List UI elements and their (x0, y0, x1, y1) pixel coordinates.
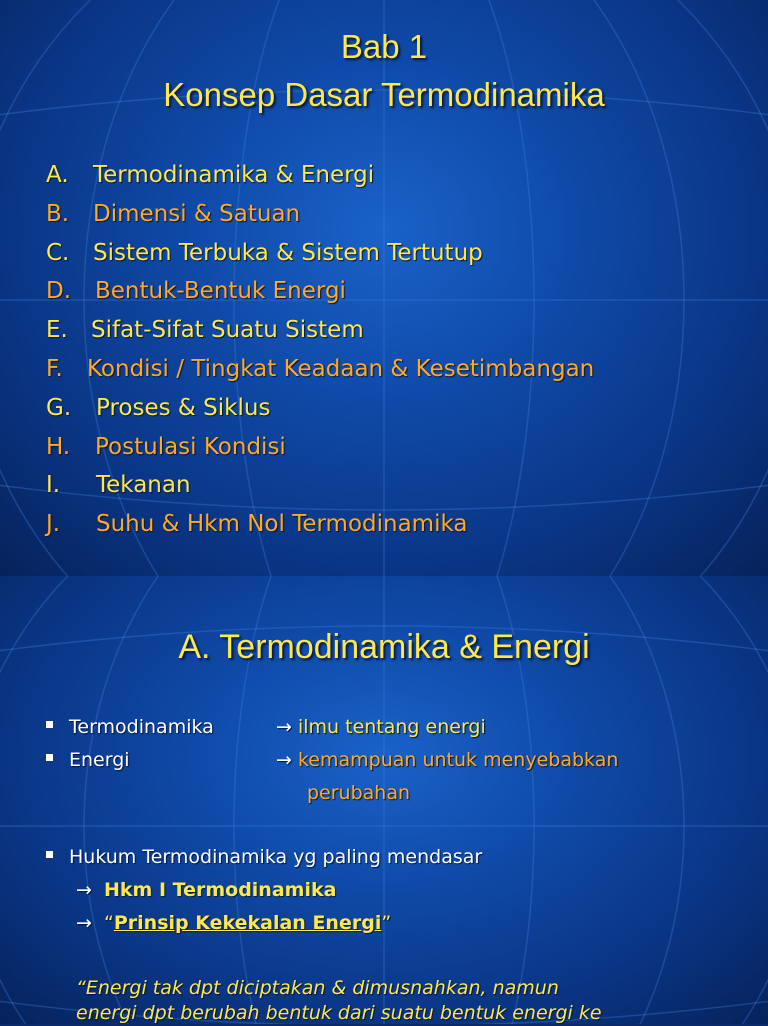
right-arrow-icon: → (76, 912, 92, 934)
toc-letter: H. (46, 433, 71, 460)
toc-letter: C. (46, 239, 70, 266)
definition-energi (46, 749, 130, 771)
hukum-bullet (46, 846, 482, 868)
toc-letter: F. (46, 355, 63, 382)
toc-text: Suhu & Hkm Nol Termodinamika (96, 511, 468, 538)
toc-text: Sifat-Sifat Suatu Sistem (91, 317, 364, 344)
term-label: Termodinamika (69, 716, 214, 738)
toc-text: Kondisi / Tingkat Keadaan & Kesetimbangan (87, 355, 595, 382)
definition-meaning-2 (276, 749, 618, 771)
toc-letter: B. (46, 200, 70, 227)
chapter-title: Konsep Dasar Termodinamika (163, 76, 605, 113)
toc-item-g (46, 389, 594, 428)
toc-item-b (46, 195, 594, 234)
toc-item-i (46, 466, 594, 505)
toc-letter: I. (46, 472, 61, 499)
toc-letter: D. (46, 278, 72, 305)
meaning-text-continuation: perubahan (307, 782, 411, 804)
toc-text: Postulasi Kondisi (95, 433, 286, 460)
definition-meaning-1 (276, 716, 486, 738)
toc-text: Proses & Siklus (96, 394, 271, 421)
hukum-principle-line (76, 912, 391, 934)
toc-text: Tekanan (96, 472, 191, 499)
square-bullet-icon (46, 851, 53, 858)
quote-line-2: energi dpt berubah bentuk dari suatu bentuk energi ke (76, 1002, 602, 1024)
toc-item-a (46, 156, 594, 195)
chapter-number: Bab 1 (340, 28, 428, 65)
toc-item-d (46, 272, 594, 311)
toc-text: Bentuk-Bentuk Energi (95, 278, 346, 305)
meaning-text: kemampuan untuk menyebabkan (297, 749, 619, 771)
energy-quote (76, 976, 602, 1026)
right-arrow-icon: → (276, 716, 292, 738)
toc-text: Dimensi & Satuan (93, 200, 301, 227)
quote-line-1: “Energi tak dpt diciptakan & dimusnahkan, namun (76, 977, 559, 999)
open-quote: “ (104, 912, 114, 934)
toc-item-e (46, 311, 594, 350)
toc-letter: G. (46, 394, 72, 421)
toc-text: Termodinamika & Energi (93, 162, 375, 188)
principle-name: Prinsip Kekekalan Energi (113, 912, 382, 934)
term-label: Energi (69, 749, 130, 771)
square-bullet-icon (46, 754, 53, 761)
toc-letter: A. (46, 162, 69, 188)
close-quote: ” (381, 912, 392, 934)
right-arrow-icon: → (276, 749, 292, 771)
law-name: Hkm I Termodinamika (104, 879, 337, 901)
toc-item-h (46, 428, 594, 467)
toc-letter: E. (46, 317, 68, 344)
hukum-law-line (76, 879, 336, 901)
toc-item-j (46, 505, 594, 544)
table-of-contents (46, 156, 594, 544)
meaning-text: ilmu tentang energi (297, 716, 486, 738)
toc-item-c (46, 234, 594, 273)
section-title: A. Termodinamika & Energi (178, 628, 590, 666)
toc-item-f (46, 350, 594, 389)
toc-letter: J. (46, 511, 61, 538)
hukum-lead: Hukum Termodinamika yg paling mendasar (69, 846, 483, 868)
toc-text: Sistem Terbuka & Sistem Tertutup (93, 239, 483, 266)
definition-termodinamika (46, 716, 214, 738)
square-bullet-icon (46, 721, 53, 728)
right-arrow-icon: → (76, 879, 92, 901)
